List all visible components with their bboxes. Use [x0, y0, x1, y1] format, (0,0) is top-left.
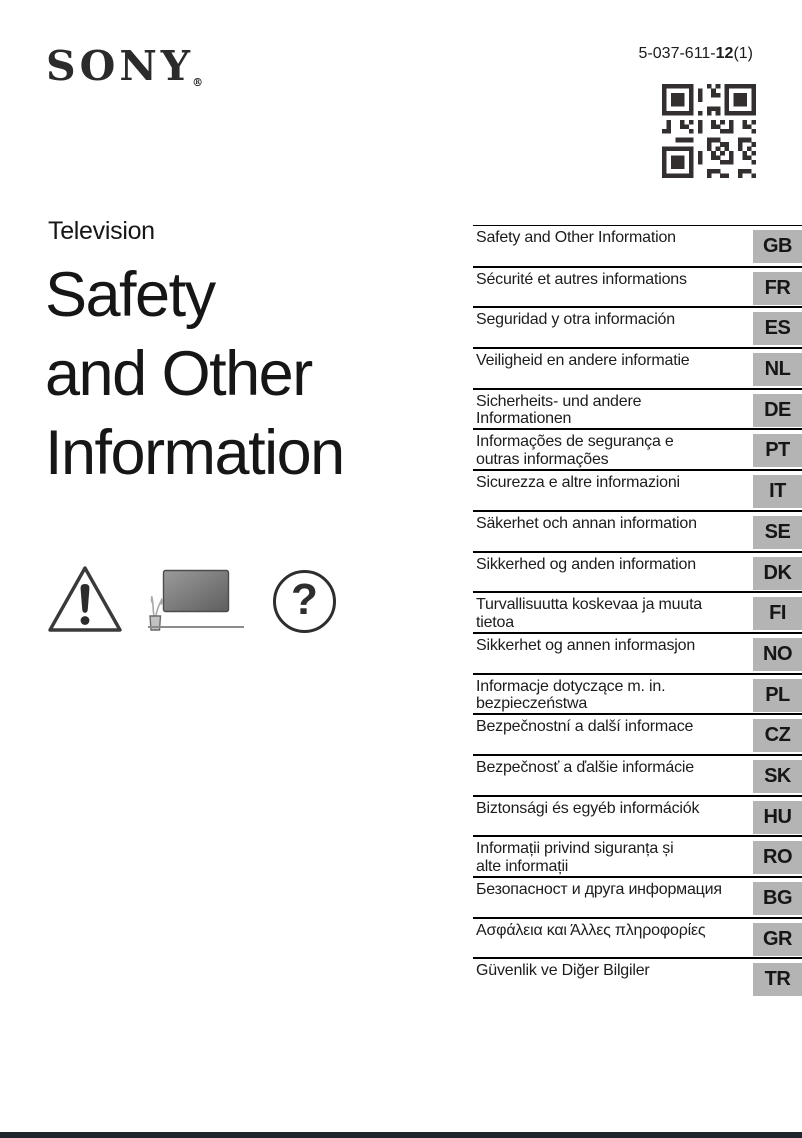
language-code-badge: FI: [753, 597, 802, 630]
warning-triangle-icon: [46, 564, 124, 636]
language-row: [473, 713, 802, 754]
language-row: [473, 510, 802, 551]
language-code-badge: PL: [753, 679, 802, 712]
language-code-badge: ES: [753, 312, 802, 345]
language-row: [473, 835, 802, 876]
language-row: [473, 306, 802, 347]
doc-number-suffix: (1): [733, 45, 753, 62]
language-label: Güvenlik ve Diğer Bilgiler: [476, 962, 650, 980]
language-row: [473, 795, 802, 836]
language-code-badge: IT: [753, 475, 802, 508]
language-row: [473, 632, 802, 673]
language-label: Sikkerhed og anden information: [476, 555, 696, 573]
language-row: [473, 225, 802, 266]
language-code-badge: SE: [753, 516, 802, 549]
language-row: [473, 347, 802, 388]
language-row: [473, 754, 802, 795]
language-code-badge: GR: [753, 923, 802, 956]
language-index-table: [473, 225, 802, 998]
footer-bar: [0, 1132, 802, 1138]
language-code-badge: TR: [753, 963, 802, 996]
tv-tip-over-icon: [140, 556, 252, 640]
language-code-badge: PT: [753, 434, 802, 467]
question-mark-glyph: ?: [291, 575, 318, 624]
language-label: Seguridad y otra información: [476, 311, 675, 329]
document-number: [560, 45, 753, 63]
doc-number-revision: 12: [715, 45, 734, 62]
language-code-badge: BG: [753, 882, 802, 915]
question-mark-icon: [273, 570, 336, 633]
language-code-badge: FR: [753, 272, 802, 305]
language-label: Informações de segurança e outras informações: [476, 433, 674, 468]
language-label: Turvallisuutta koskevaa ja muuta tietoa: [476, 596, 703, 631]
language-code-badge: GB: [753, 230, 802, 263]
sony-logo: [46, 42, 205, 90]
qr-code-icon: [662, 84, 756, 178]
language-row: [473, 469, 802, 510]
language-code-badge: RO: [753, 841, 802, 874]
language-label: Informacje dotyczące m. in. bezpieczeństwa: [476, 677, 666, 713]
product-name: Television: [48, 217, 155, 245]
language-label: Bezpečnosť a ďalšie informácie: [476, 758, 694, 776]
sony-logo-text: SONY: [46, 42, 195, 90]
language-label: Bezpečnostní a další informace: [476, 718, 694, 736]
language-row: [473, 428, 802, 469]
language-row: [473, 551, 802, 592]
language-row: [473, 266, 802, 307]
language-label: Sicherheits- und andere Informationen: [476, 392, 642, 428]
language-label: Biztonsági és egyéb információk: [476, 799, 700, 817]
language-label: Säkerhet och annan information: [476, 514, 697, 532]
language-code-badge: SK: [753, 760, 802, 793]
language-code-badge: NL: [753, 353, 802, 386]
safety-icon-row: [46, 556, 346, 651]
language-code-badge: CZ: [753, 719, 802, 752]
language-label: Sikkerhet og annen informasjon: [476, 636, 696, 654]
language-row: [473, 917, 802, 958]
language-label: Safety and Other Information: [476, 229, 676, 246]
language-label: Sicurezza e altre informazioni: [476, 474, 680, 492]
language-label: Ασφάλεια και Άλλες πληροφορίες: [476, 921, 706, 939]
language-row: [473, 876, 802, 917]
doc-number-prefix: 5-037-611-: [638, 45, 716, 62]
language-code-badge: NO: [753, 638, 802, 671]
language-code-badge: DE: [753, 394, 802, 427]
language-label: Veiligheid en andere informatie: [476, 352, 690, 370]
language-row: [473, 957, 802, 998]
language-row: [473, 591, 802, 632]
language-label: Sécurité et autres informations: [476, 270, 687, 288]
language-code-badge: DK: [753, 557, 802, 590]
language-label: Informații privind siguranța și alte informații: [476, 840, 674, 875]
language-row: [473, 388, 802, 429]
registered-trademark-icon: ®: [192, 76, 204, 89]
language-label: Безопасност и друга информация: [476, 881, 722, 898]
page-title: Safety and Other Information: [45, 260, 344, 488]
language-row: [473, 673, 802, 714]
language-code-badge: HU: [753, 801, 802, 834]
